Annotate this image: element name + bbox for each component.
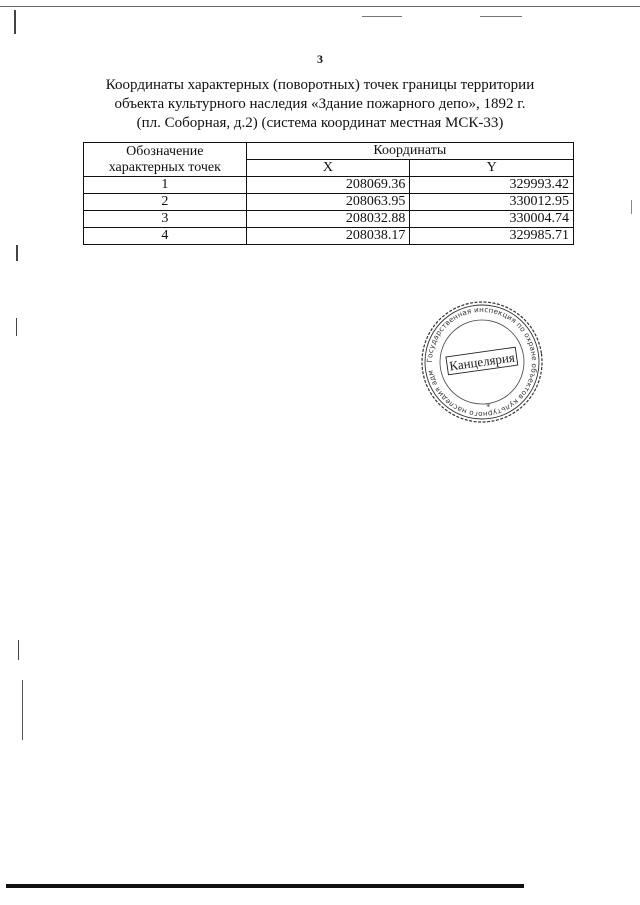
title-line: объекта культурного наследия «Здание пожарного депо», 1892 г. <box>114 96 526 112</box>
y-cell: 330004.74 <box>410 211 574 228</box>
table-row <box>84 177 574 194</box>
table-header-row <box>84 143 574 160</box>
header-x: X <box>246 160 410 177</box>
point-cell: 4 <box>84 228 247 245</box>
page-number: 3 <box>317 52 323 66</box>
official-stamp <box>417 300 547 424</box>
header-coordinates: Координаты <box>246 143 573 160</box>
scan-edge-bar <box>6 884 524 888</box>
header-points <box>84 143 247 177</box>
scan-mark <box>362 16 402 17</box>
y-cell: 329993.42 <box>410 177 574 194</box>
stamp-star-icon: * <box>485 402 491 412</box>
x-cell: 208032.88 <box>246 211 410 228</box>
title-line: (пл. Соборная, д.2) (система координат местная МСК-33) <box>136 115 504 131</box>
scan-mark <box>16 318 17 336</box>
header-points-line: характерных точек <box>108 159 221 175</box>
scan-mark <box>480 16 522 17</box>
x-cell: 208069.36 <box>246 177 410 194</box>
table-row <box>84 211 574 228</box>
table-row <box>84 228 574 245</box>
stamp-ring-text: Государственная инспекция по охране объектов культурного наследия администрации <box>424 304 540 420</box>
scan-mark <box>14 10 16 34</box>
coordinates-table <box>83 142 574 245</box>
table-row <box>84 194 574 211</box>
document-title <box>70 76 570 133</box>
x-cell: 208038.17 <box>246 228 410 245</box>
scan-edge-line <box>0 6 640 7</box>
point-cell: 2 <box>84 194 247 211</box>
y-cell: 330012.95 <box>410 194 574 211</box>
point-cell: 3 <box>84 211 247 228</box>
title-line: Координаты характерных (поворотных) точек границы территории <box>105 77 535 93</box>
scan-mark <box>631 200 632 214</box>
scan-mark <box>22 680 23 740</box>
y-cell: 329985.71 <box>410 228 574 245</box>
scan-mark <box>16 245 18 261</box>
header-points-line: Обозначение <box>126 143 204 159</box>
point-cell: 1 <box>84 177 247 194</box>
scan-mark <box>18 640 19 660</box>
x-cell: 208063.95 <box>246 194 410 211</box>
header-y: Y <box>410 160 574 177</box>
stamp-center-text: Канцелярия <box>448 349 516 374</box>
